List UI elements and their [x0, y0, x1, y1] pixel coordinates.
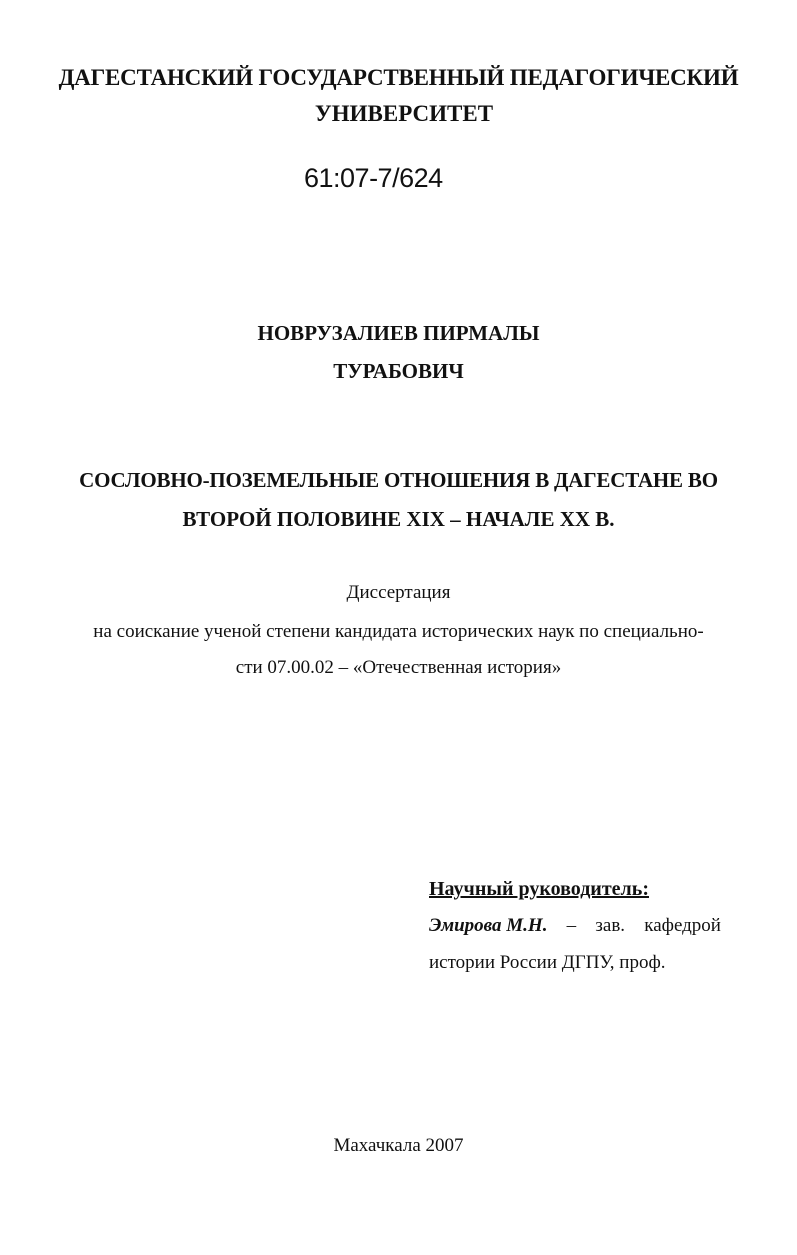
supervisor-line1 — [429, 916, 721, 935]
catalog-code: 61:07-7/624 — [304, 163, 443, 193]
university-name-line1: ДАГЕСТАНСКИЙ ГОСУДАРСТВЕННЫЙ ПЕДАГОГИЧЕСКИЙ — [58, 65, 739, 90]
supervisor-role-line2: истории России ДГПУ, проф. — [429, 952, 666, 973]
author-surname-name: НОВРУЗАЛИЕВ ПИРМАЛЫ — [257, 321, 540, 345]
university-name-line2: УНИВЕРСИТЕТ — [314, 101, 494, 126]
supervisor-role-word1: зав. — [595, 915, 626, 936]
supervisor-dash: – — [566, 915, 577, 936]
degree-description-line1: на соискание ученой степени кандидата исторических наук по специально- — [93, 621, 704, 642]
city-year: Махачкала 2007 — [333, 1135, 464, 1156]
supervisor-heading: Научный руководитель: — [429, 878, 649, 900]
document-type: Диссертация — [346, 582, 451, 603]
supervisor-name: Эмирова М.Н. — [429, 915, 548, 936]
degree-description-line2: сти 07.00.02 – «Отечественная история» — [235, 657, 562, 678]
dissertation-title-line1: СОСЛОВНО-ПОЗЕМЕЛЬНЫЕ ОТНОШЕНИЯ В ДАГЕСТАНЕ ВО — [79, 468, 718, 492]
supervisor-role-word2: кафедрой — [644, 915, 721, 936]
author-patronymic: ТУРАБОВИЧ — [333, 359, 464, 383]
dissertation-title-line2: ВТОРОЙ ПОЛОВИНЕ XIX – НАЧАЛЕ XX В. — [182, 507, 615, 531]
